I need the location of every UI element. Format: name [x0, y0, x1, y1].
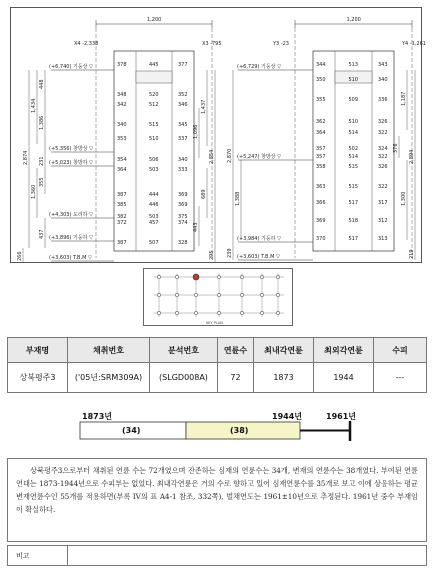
header-innermost-ring: 최내각연륜 [254, 338, 314, 363]
dim-left-label: 266 [17, 251, 23, 261]
ring-mid-value: 503 [149, 167, 159, 173]
keyplan-column-marker [194, 311, 197, 314]
ring-right-value: 375 [178, 214, 188, 220]
ring-right-value: 328 [178, 240, 188, 246]
dim-right-label: 2,854 [209, 149, 215, 164]
sample-core-box [136, 71, 172, 83]
ring-left-value: 387 [117, 240, 127, 246]
level-label: (+6,740) 기둥상 ▽ [49, 64, 93, 70]
ring-right-value: 343 [378, 62, 388, 68]
ring-mid-value: 510 [348, 77, 359, 83]
ring-right-value: 374 [178, 220, 188, 226]
key-plan [143, 268, 293, 326]
dim-right-label: 219 [409, 249, 415, 259]
header-outermost-ring: 최외각연륜 [314, 338, 374, 363]
timeline-svg [0, 405, 434, 445]
width-dim-label: 1,200 [147, 17, 162, 23]
ring-mid-value: 520 [149, 92, 159, 98]
ring-left-value: 350 [316, 77, 326, 83]
ring-right-value: 326 [378, 119, 388, 125]
keyplan-column-marker [175, 293, 178, 296]
ring-right-value: 324 [378, 146, 388, 152]
ring-right-value: 322 [378, 184, 388, 190]
dim-left-label: 448 [39, 79, 45, 89]
ring-left-value: 344 [316, 62, 326, 68]
header-member-name: 부재명 [8, 338, 68, 363]
level-label: (+3,603) T.B.M ▽ [237, 254, 280, 260]
ring-mid-value: 446 [149, 202, 159, 208]
dim-left-label: 437 [39, 229, 45, 239]
ring-left-value: 358 [316, 164, 326, 170]
ring-mid-value: 510 [149, 136, 159, 142]
keyplan-column-marker [260, 293, 263, 296]
ring-mid-value: 444 [149, 192, 159, 198]
ring-right-value: 313 [378, 236, 388, 242]
dim-left-label: 2,870 [227, 148, 233, 163]
ring-mid-value: 503 [149, 214, 159, 220]
axis-left-label: Y3 -23 [273, 41, 289, 47]
dim-left-label: 2,874 [23, 150, 29, 165]
ring-right-value: 337 [178, 136, 188, 142]
ring-mid-value: 457 [149, 220, 159, 226]
keyplan-column-marker [276, 293, 279, 296]
ring-left-value: 353 [117, 136, 127, 142]
ring-left-value: 354 [117, 157, 127, 163]
keyplan-column-marker [157, 293, 160, 296]
ring-mid-value: 445 [149, 62, 159, 68]
ring-left-value: 387 [117, 192, 127, 198]
ring-mid-value: 506 [149, 157, 159, 163]
ring-mid-value: 515 [348, 184, 359, 190]
elevation-drawing [10, 7, 426, 263]
remark-row [7, 545, 427, 566]
keyplan-column-marker [217, 311, 220, 314]
header-sample-no: 채취번호 [68, 338, 150, 363]
keyplan-column-marker [175, 275, 178, 278]
ring-left-value: 340 [117, 122, 127, 128]
ring-right-value: 312 [378, 218, 388, 224]
ring-left-value: 357 [316, 154, 326, 160]
dim-left-label: 1,388 [235, 191, 241, 206]
level-label: (+3,896) 기둥하 ▽ [49, 235, 93, 241]
ring-left-value: 364 [117, 167, 127, 173]
keyplan-column-marker [217, 275, 220, 278]
ring-mid-value: 518 [348, 218, 359, 224]
axis-right-label: X3 -795 [202, 41, 222, 47]
cell-outermost-ring: 1944 [314, 363, 374, 393]
ring-right-value: 336 [378, 97, 388, 103]
ring-mid-value: 502 [348, 146, 359, 152]
ring-mid-value: 507 [149, 240, 159, 246]
ring-right-value: 377 [178, 62, 188, 68]
timeline-mid-year: 1944년 [272, 412, 302, 421]
ring-left-value: 355 [316, 97, 326, 103]
keyplan-column-marker [194, 293, 197, 296]
ring-left-value: 385 [117, 202, 127, 208]
ring-right-value: 340 [378, 77, 388, 83]
ring-right-value: 317 [378, 200, 388, 206]
keyplan-column-marker [240, 311, 243, 314]
cell-bark: --- [374, 363, 427, 393]
dim-left-label: 231 [39, 156, 45, 166]
cell-analysis-no: (SLGD008A) [150, 363, 218, 393]
ring-mid-value: 512 [149, 102, 159, 108]
ring-mid-value: 510 [348, 119, 359, 125]
ring-left-value: 382 [117, 214, 127, 220]
ring-left-value: 372 [117, 220, 127, 226]
keyplan-column-marker [260, 275, 263, 278]
level-label: (+3,603) T.B.M ▽ [49, 255, 92, 261]
ring-right-value: 345 [178, 122, 188, 128]
axis-right-label: Y4 -1,261 [402, 41, 426, 47]
ring-right-value: 326 [378, 164, 388, 170]
keyplan-column-marker [240, 293, 243, 296]
ring-right-value: 369 [178, 202, 188, 208]
dim-right-label: 443 [193, 222, 199, 232]
ring-left-value: 364 [316, 130, 326, 136]
header-ring-count: 연륜수 [218, 338, 254, 363]
keyplan-column-marker [175, 311, 178, 314]
ring-right-value: 352 [178, 92, 188, 98]
level-label: (+6,729) 기둥상 ▽ [237, 64, 281, 70]
dim-right-label: 295 [209, 250, 215, 260]
keyplan-column-marker [276, 275, 279, 278]
ring-left-value: 366 [316, 200, 326, 206]
ring-timeline [0, 405, 434, 445]
width-dim-label: 1,200 [346, 17, 361, 23]
ring-left-value: 363 [316, 184, 326, 190]
table-row [8, 363, 427, 393]
ring-mid-value: 513 [348, 62, 359, 68]
ring-left-value: 378 [117, 62, 127, 68]
dim-left-label: 1,434 [31, 98, 37, 113]
remark-value [68, 546, 426, 565]
dim-right-label: 1,437 [201, 99, 207, 114]
description-text: 상북평주3으로부터 채취된 연륜 수는 72개였으며 잔존하는 심재의 연륜수는 34개, 변재의 연륜수는 38개였다. 부여된 연륜연대는 1873-1944년으로 수피부는 없었다. 최내각연륜은 거의 수로 향하고 있어 심재연륜수를 35개로 보고 이에 상응하는 평균변재연륜수인 55개를 적용하면(부록 IV의 표 A4-1 참조, 332쪽), 벌채연도는 1961±10년으로 추정된다. 1961년 중수 부재임이 확실하다. [7, 458, 427, 542]
keyplan-column-marker [260, 311, 263, 314]
level-label: (+5,247) 창방상 ▽ [237, 154, 281, 160]
dim-left-label: 239 [227, 248, 233, 258]
ring-left-value: 362 [316, 119, 326, 125]
ring-mid-value: 517 [348, 236, 359, 242]
cell-innermost-ring: 1873 [254, 363, 314, 393]
level-label: (+5,023) 창방하 ▽ [49, 160, 93, 166]
ring-left-value: 357 [316, 146, 326, 152]
dim-left-label: 1,360 [31, 184, 37, 199]
cell-member-name: 상북평주3 [8, 363, 68, 393]
table-header-row [8, 338, 427, 363]
keyplan-column-marker [276, 311, 279, 314]
level-label: (+4,303) 도리하 ▽ [49, 212, 93, 218]
dim-right-label: 1,300 [401, 191, 407, 206]
ring-left-value: 370 [316, 236, 326, 242]
ring-left-value: 342 [117, 102, 127, 108]
ring-right-value: 322 [378, 154, 388, 160]
ring-right-value: 346 [178, 102, 188, 108]
timeline-seg2-count: (38) [230, 426, 249, 435]
header-analysis-no: 분석번호 [150, 338, 218, 363]
cell-ring-count: 72 [218, 363, 254, 393]
dim-right-label: 376 [393, 143, 399, 153]
ring-mid-value: 515 [149, 122, 159, 128]
cell-sample-no: ('05년:SRM309A) [68, 363, 150, 393]
dim-right-label: 1,187 [401, 91, 407, 106]
ring-right-value: 333 [178, 167, 188, 173]
keyplan-selected-column [193, 274, 199, 280]
ring-mid-value: 514 [348, 154, 359, 160]
level-label: (+3,984) 기둥하 ▽ [237, 236, 281, 242]
level-label: (+5,356) 창방상 ▽ [49, 146, 93, 152]
keyplan-column-marker [217, 293, 220, 296]
ring-mid-value: 509 [348, 97, 359, 103]
ring-right-value: 322 [378, 130, 388, 136]
member-info-table [7, 337, 427, 393]
keyplan-column-marker [157, 275, 160, 278]
dim-right-label: 2,894 [409, 149, 415, 164]
timeline-start-year: 1873년 [82, 412, 112, 421]
ring-mid-value: 514 [348, 130, 359, 136]
timeline-seg1-count: (34) [122, 426, 141, 435]
key-plan-svg [144, 269, 294, 327]
ring-left-value: 348 [117, 92, 127, 98]
remark-label: 비고 [8, 546, 68, 565]
ring-left-value: 369 [316, 218, 326, 224]
timeline-end-year: 1961년 [326, 412, 356, 421]
dim-left-label: 1,386 [39, 115, 45, 130]
ring-right-value: 369 [178, 192, 188, 198]
dim-right-label: 689 [201, 189, 207, 199]
header-bark: 수피 [374, 338, 427, 363]
ring-mid-value: 517 [348, 200, 359, 206]
keyplan-column-marker [157, 311, 160, 314]
axis-left-label: X4 -2,338 [74, 41, 99, 47]
ring-right-value: 340 [178, 157, 188, 163]
dim-left-label: 355 [39, 177, 45, 187]
keyplan-column-marker [240, 275, 243, 278]
keyplan-caption: KEY PLAN [206, 321, 223, 325]
dim-right-label: 1,096 [193, 124, 199, 139]
ring-mid-value: 515 [348, 164, 359, 170]
elevation-svg [11, 8, 426, 264]
